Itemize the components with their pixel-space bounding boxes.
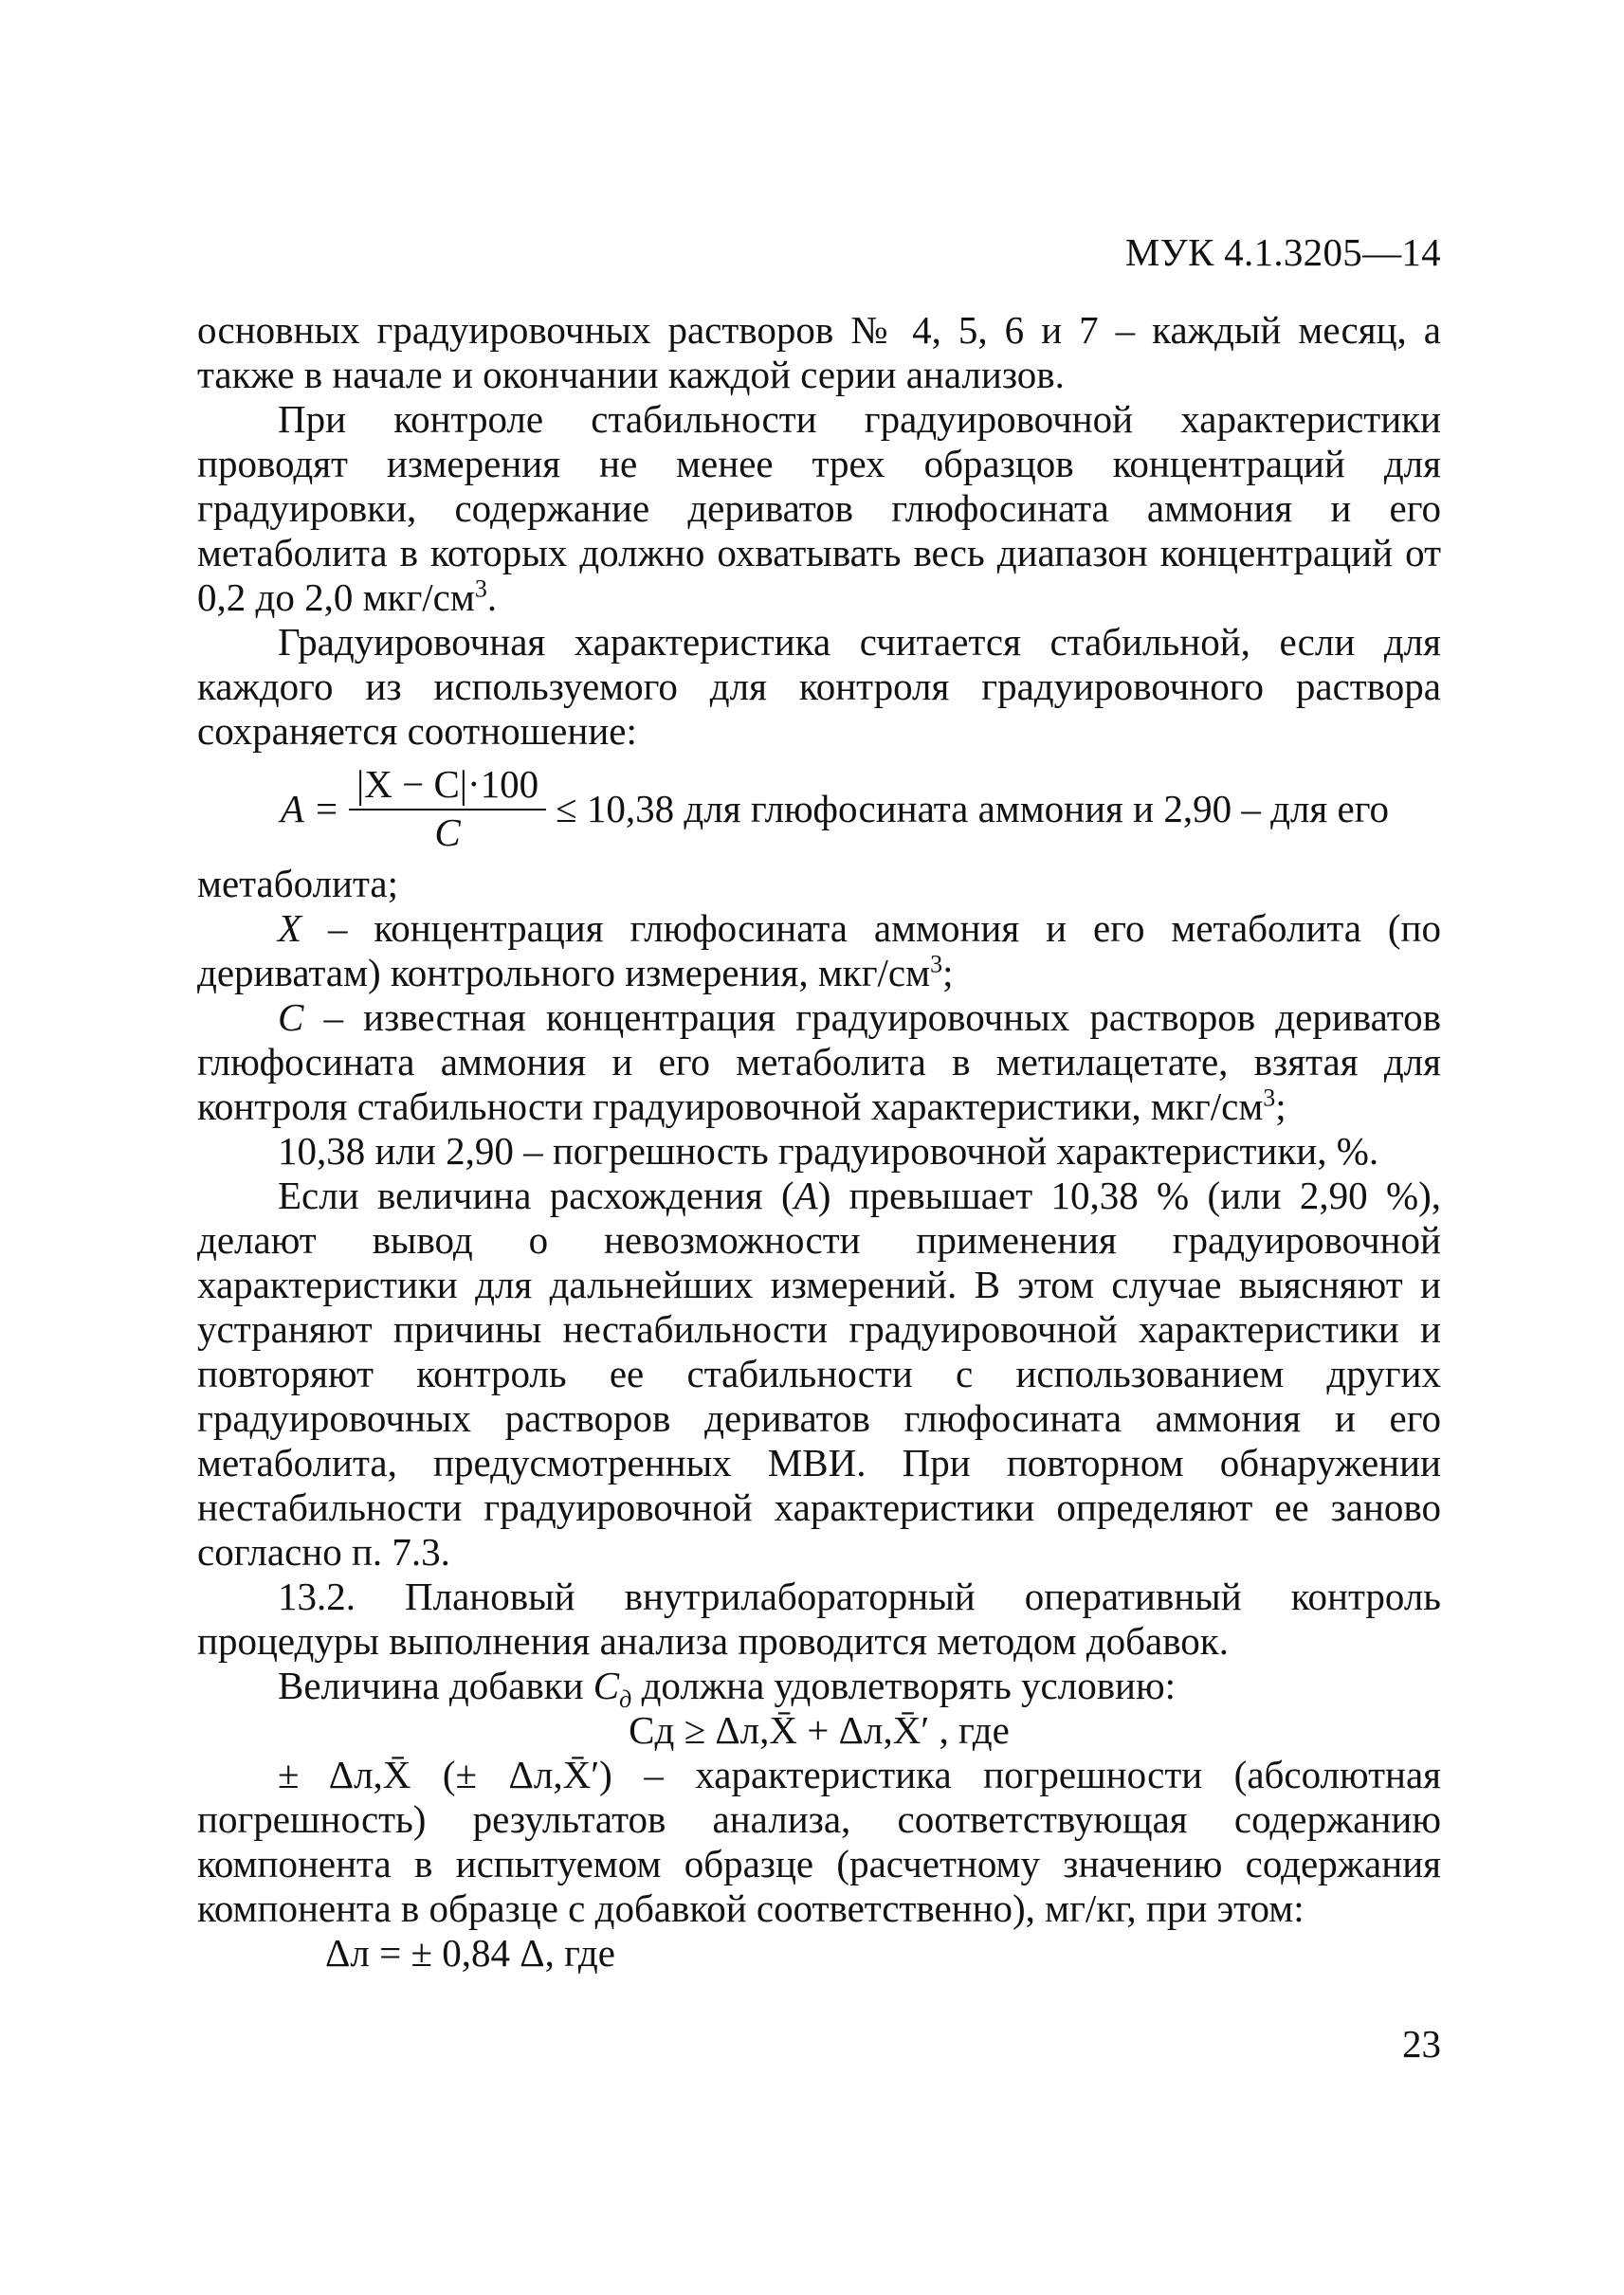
paragraph-5-text: – концентрация глюфосината аммония и его метаболита (по дериватам) контрольного измерения, мкг/см bbox=[197, 906, 1441, 994]
formula-cd: Cд ≥ Δл,X̄ + Δл,X̄′ , где bbox=[629, 1708, 1010, 1752]
formula-a-numerator: |X − C|·100 bbox=[349, 762, 546, 811]
paragraph-5 bbox=[197, 906, 1441, 995]
symbol-c-d: C bbox=[593, 1664, 620, 1707]
superscript-3: 3 bbox=[930, 950, 943, 978]
paragraph-10 bbox=[197, 1664, 1441, 1714]
document-code: МУК 4.1.3205—14 bbox=[1124, 230, 1441, 274]
superscript-3: 3 bbox=[1263, 1084, 1276, 1112]
paragraph-7: 10,38 или 2,90 – погрешность градуировочной характеристики, %. bbox=[278, 1129, 1379, 1173]
paragraph-10-rest: должна удовлетворять условию: bbox=[631, 1664, 1177, 1707]
formula-a-denominator: C bbox=[434, 811, 461, 854]
formula-def: ± Δл,X̄ (± Δл,X̄′) bbox=[278, 1753, 612, 1796]
formula-a bbox=[197, 756, 1441, 862]
paragraph-4: метаболита; bbox=[197, 862, 398, 905]
paragraph-6-text: – известная концентрация градуировочных растворов дериватов глюфосината аммония и его метаболита в метилацетате, взятая для контроля стабильности градуировочной характеристики, мкг/см bbox=[197, 995, 1441, 1128]
paragraph-3: Градуировочная характеристика считается стабильной, если для каждого из используемого для контроля градуировочного раствора сохраняется соотношение: bbox=[197, 620, 1441, 753]
paragraph-8-rest: ) превышает 10,38 % (или 2,90 %), делают вывод о невозможности применения градуировочной характеристики для дальнейших измерений. В этом случае выясняют и устраняют причины нестабильности градуировочной характеристики и повторяют контроль ее стабильности с использованием других градуировочных растворов дериватов глюфосината аммония и его метаболита, предусмотренных МВИ. При повторном обнаружении нестабильности градуировочной характеристики определяют ее заново согласно п. 7.3. bbox=[197, 1174, 1441, 1574]
formula-a-lhs: A = bbox=[280, 786, 339, 830]
paragraph-8 bbox=[197, 1174, 1441, 1575]
paragraph-10-start: Величина добавки bbox=[278, 1664, 593, 1707]
symbol-c: C bbox=[278, 995, 304, 1039]
paragraph-2 bbox=[197, 397, 1441, 620]
subscript-d: д bbox=[619, 1685, 632, 1714]
formula-a-fraction bbox=[349, 762, 546, 855]
symbol-a: A bbox=[794, 1174, 818, 1217]
formula-delta: Δл = ± 0,84 Δ, где bbox=[325, 1931, 615, 1975]
page-body bbox=[197, 308, 1441, 1976]
page-number: 23 bbox=[1402, 2022, 1441, 2066]
paragraph-1: основных градуировочных растворов № 4, 5, 6 и 7 – каждый месяц, а также в начале и окончании каждой серии анализов. bbox=[197, 308, 1441, 396]
paragraph-6-end: ; bbox=[1275, 1084, 1286, 1128]
paragraph-2-text: При контроле стабильности градуировочной характеристики проводят измерения не менее трех образцов концентраций для градуировки, содержание дериватов глюфосината аммония и его метаболита в которых должно охватывать весь диапазон концентраций от 0,2 до 2,0 мкг/см bbox=[197, 397, 1441, 619]
paragraph-8-start: Если величина расхождения ( bbox=[278, 1174, 794, 1217]
paragraph-5-end: ; bbox=[942, 951, 954, 994]
paragraph-6 bbox=[197, 995, 1441, 1129]
paragraph-9: 13.2. Плановый внутрилабораторный оперативный контроль процедуры выполнения анализа проводится методом добавок. bbox=[197, 1575, 1441, 1663]
superscript-3: 3 bbox=[474, 574, 487, 603]
paragraph-2-end: . bbox=[486, 575, 498, 619]
paragraph-11-text: – характеристика погрешности (абсолютная погрешность) результатов анализа, соответствующая содержанию компонента в испытуемом образце (расчетному значению содержания компонента в образце с добавкой соответственно), мг/кг, при этом: bbox=[197, 1753, 1441, 1930]
paragraph-11 bbox=[197, 1753, 1441, 1931]
symbol-x: X bbox=[278, 906, 302, 950]
formula-a-condition: ≤ 10,38 для глюфосината аммония и 2,90 – для его bbox=[556, 786, 1390, 830]
